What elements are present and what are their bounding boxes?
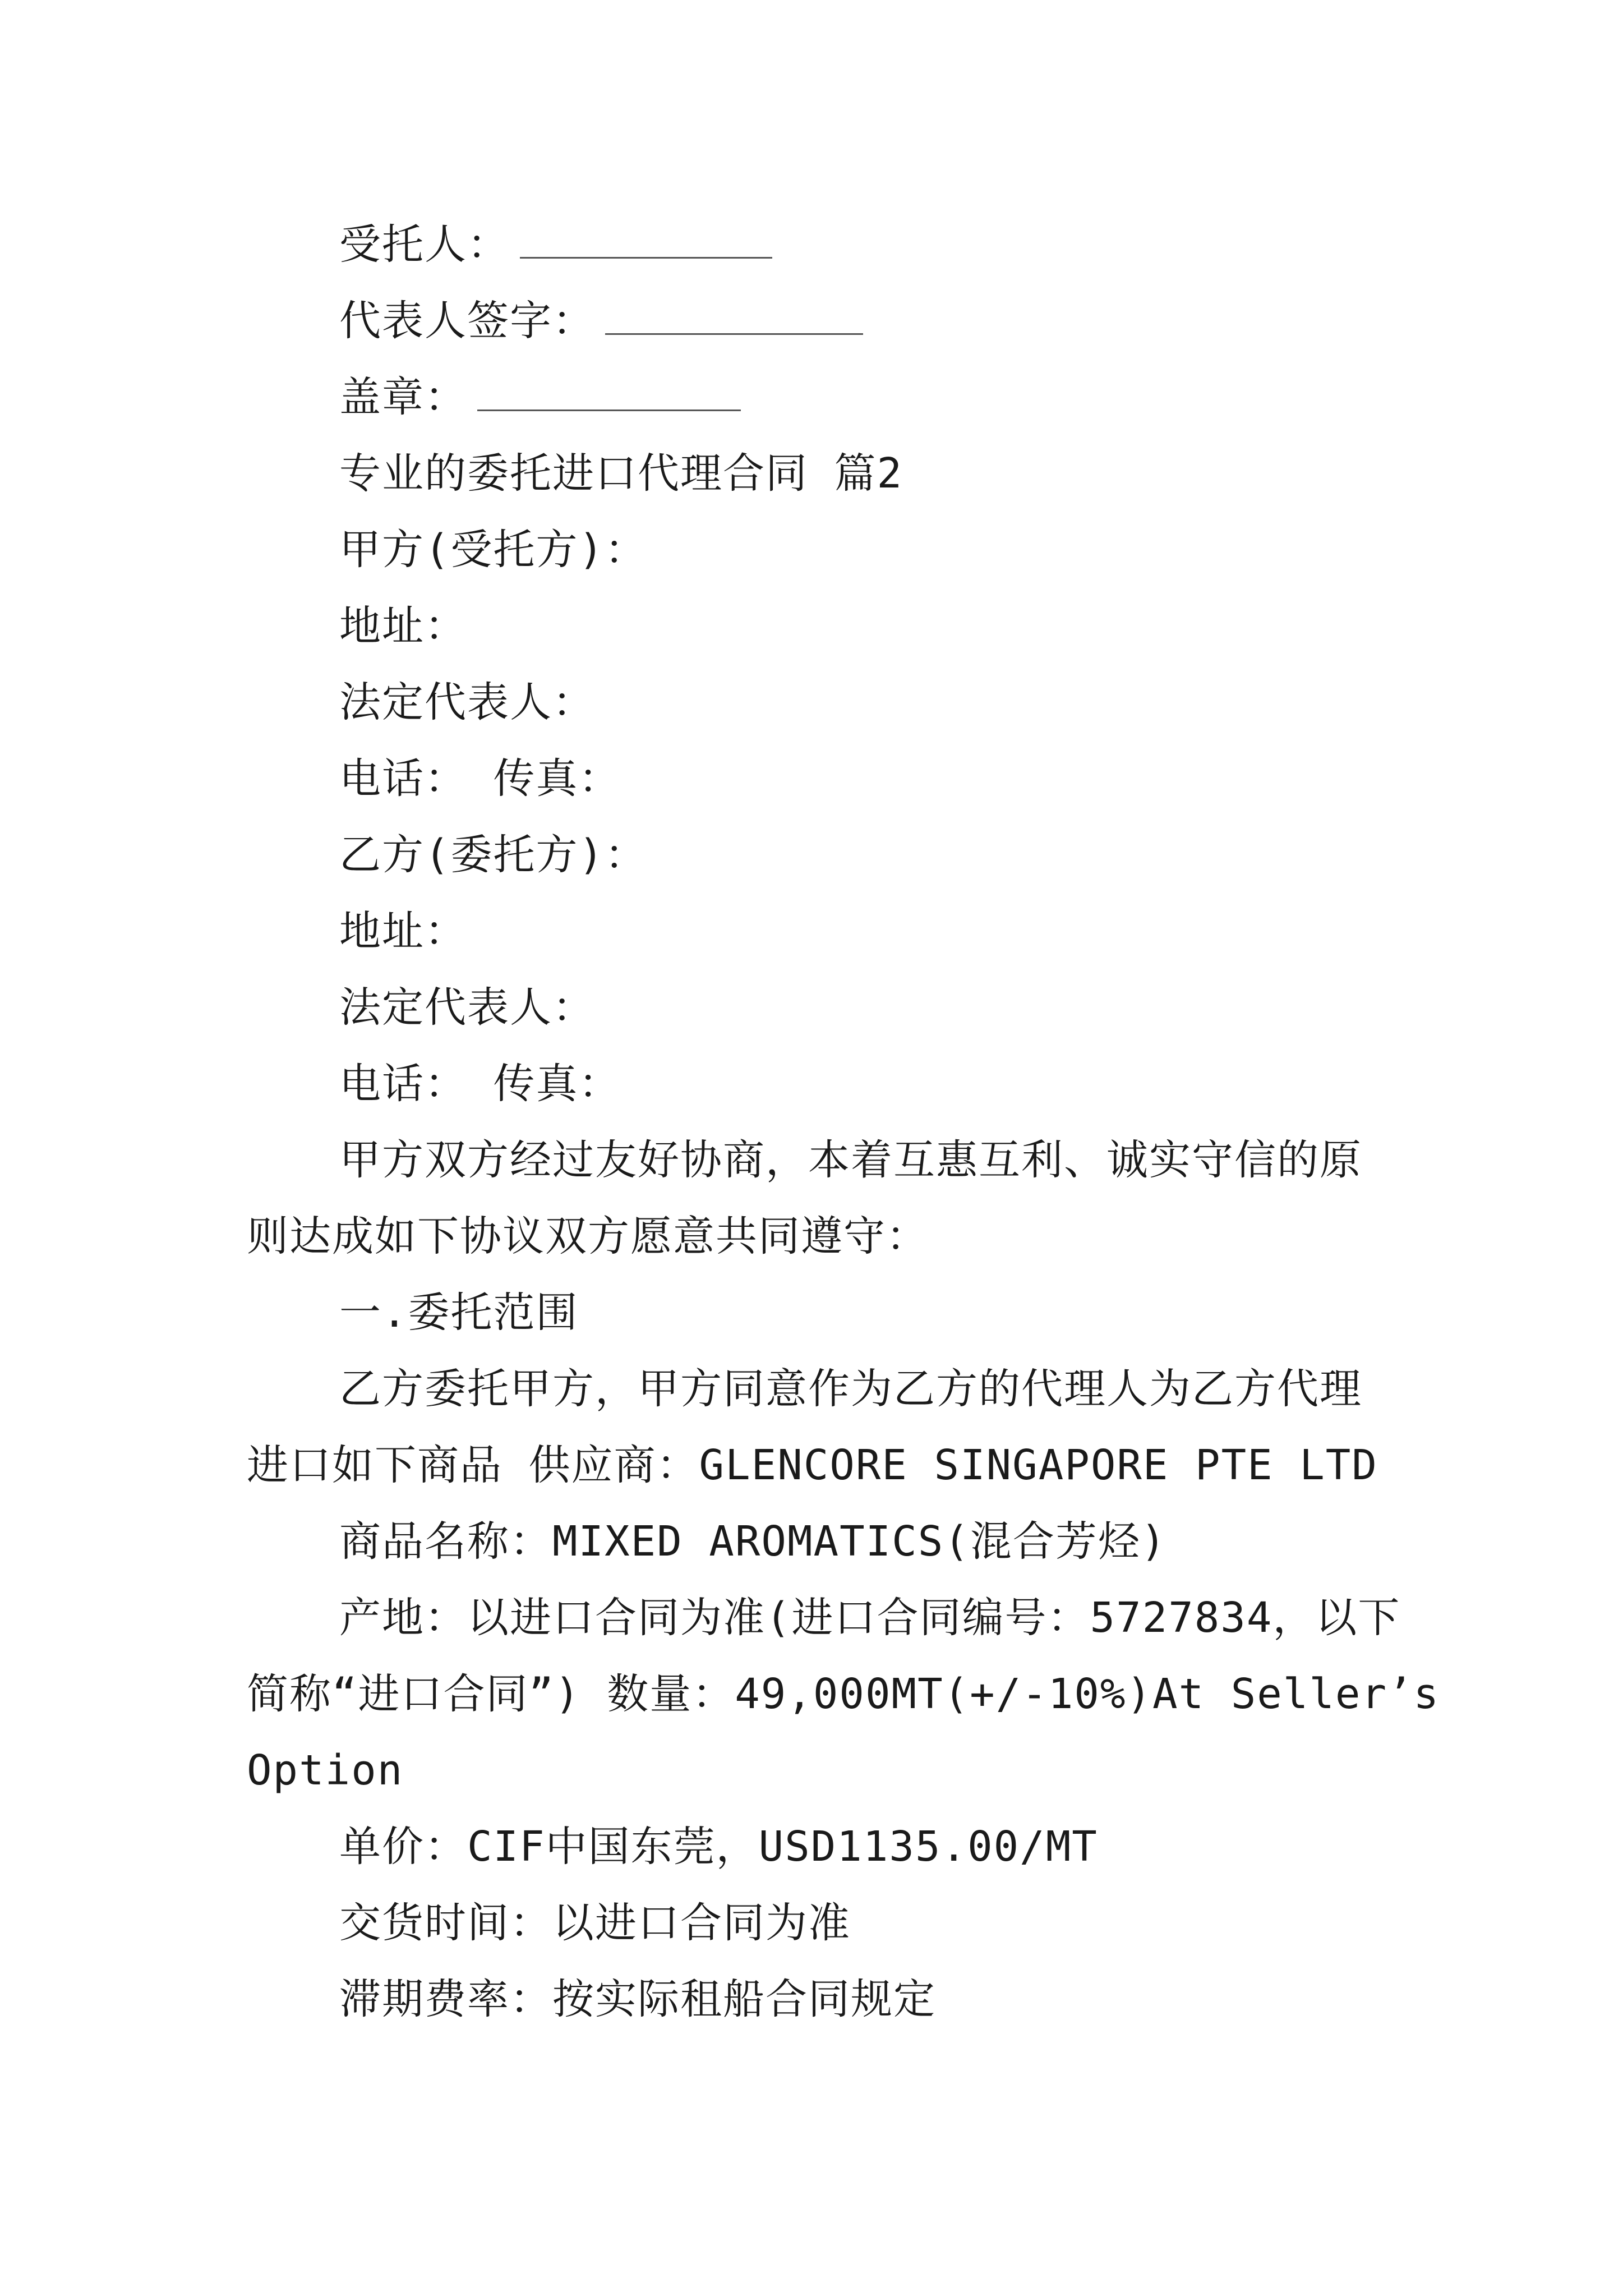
rep-sign-label: 代表人签字： [339,297,595,345]
goods-name: 商品名称：MIXED AROMATICS(混合芳烃) [339,1517,1167,1566]
party-b-address-label: 地址： [339,907,467,955]
demurrage-rate: 滞期费率：按实际租船合同规定 [339,1975,936,2023]
preamble-line-2: 则达成如下协议双方愿意共同遵守： [247,1212,929,1260]
trustee-label: 受托人： [339,220,510,269]
party-b-phone-fax-label: 电话： 传真： [339,1060,621,1108]
origin-line-2: 简称“进口合同”) 数量：49,000MT(+/-10%)At Seller’s [247,1670,1440,1718]
section1-intro-line-2: 进口如下商品 供应商：GLENCORE SINGAPORE PTE LTD [247,1441,1378,1489]
seal-label: 盖章： [339,373,467,421]
party-a-label: 甲方(受托方)： [339,526,648,574]
delivery-time: 交货时间：以进口合同为准 [339,1899,851,1947]
party-b-legal-rep-label: 法定代表人： [339,983,595,1032]
party-b-label: 乙方(委托方)： [339,831,648,879]
party-a-phone-fax-label: 电话： 传真： [339,754,621,803]
seal-blank [477,376,741,411]
section1-heading: 一.委托范围 [339,1289,579,1337]
unit-price: 单价：CIF中国东莞，USD1135.00/MT [339,1823,1098,1871]
party-a-legal-rep-label: 法定代表人： [339,678,595,726]
section1-intro-line-1: 乙方委托甲方，甲方同意作为乙方的代理人为乙方代理 [339,1365,1362,1413]
preamble-line-1: 甲方双方经过友好协商，本着互惠互利、诚实守信的原 [339,1136,1362,1184]
rep-sign-blank [605,300,863,335]
trustee-blank [520,223,772,259]
contract-title: 专业的委托进口代理合同 篇2 [339,449,903,498]
party-a-address-label: 地址： [339,602,467,650]
origin-line-1: 产地：以进口合同为准(进口合同编号：5727834，以下 [339,1594,1401,1642]
rep-sign-line [339,293,863,349]
trustee-line [339,217,772,273]
origin-line-3: Option [247,1746,404,1795]
seal-line [339,369,741,425]
